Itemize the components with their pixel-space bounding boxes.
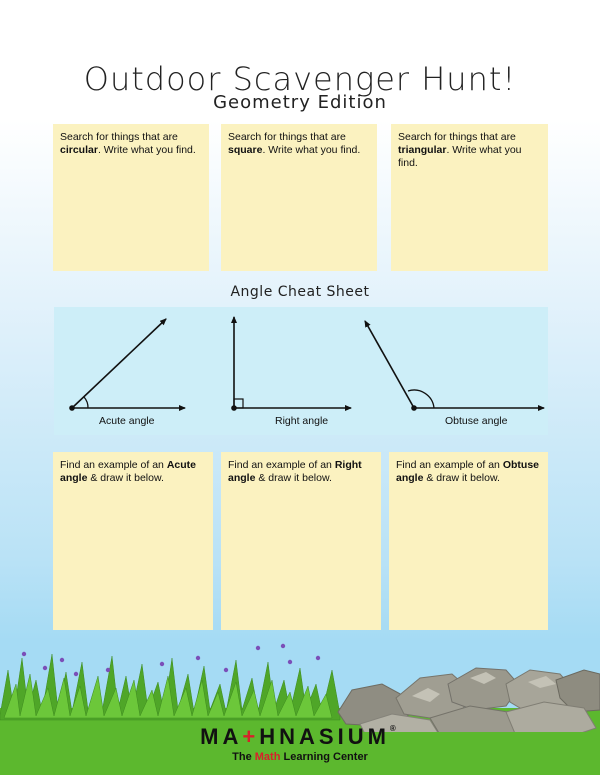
card-text-suffix: & draw it below. <box>87 472 164 484</box>
card-text-prefix: Search for things that are <box>398 131 516 143</box>
obtuse-angle-diagram <box>365 321 544 411</box>
cheat-sheet-panel <box>54 307 548 435</box>
logo-wordmark <box>0 724 600 750</box>
card-keyword: Obtuse angle <box>396 459 539 484</box>
mathnasium-logo <box>0 724 600 763</box>
logo-text-end: HNASIUM <box>259 724 390 749</box>
draw-card-acute <box>53 452 213 630</box>
card-text-suffix: & draw it below. <box>255 472 332 484</box>
search-card-circular <box>53 124 209 271</box>
card-keyword: circular <box>60 144 98 156</box>
search-card-square <box>221 124 377 271</box>
card-text-suffix: . Write what you find. <box>262 144 361 156</box>
card-text-prefix: Find an example of an <box>396 459 503 471</box>
right-angle-label: Right angle <box>275 415 329 427</box>
tagline-math: Math <box>254 751 281 763</box>
card-text-prefix: Find an example of an <box>228 459 335 471</box>
registered-mark-icon: ® <box>389 724 400 733</box>
card-keyword: square <box>228 144 263 156</box>
card-keyword: Right angle <box>228 459 362 484</box>
acute-angle-label: Acute angle <box>99 415 155 427</box>
card-text-suffix: . Write what you find. <box>97 144 196 156</box>
search-card-triangular <box>391 124 548 271</box>
card-text-suffix: . Write what you find. <box>398 144 522 169</box>
card-text-suffix: & draw it below. <box>423 472 500 484</box>
card-keyword: triangular <box>398 144 447 156</box>
card-text-prefix: Search for things that are <box>60 131 178 143</box>
card-text-prefix: Search for things that are <box>228 131 346 143</box>
acute-angle-diagram <box>69 319 185 411</box>
card-text-prefix: Find an example of an <box>60 459 167 471</box>
obtuse-angle-label: Obtuse angle <box>445 415 508 427</box>
tagline-pre: The <box>232 751 255 763</box>
logo-tagline <box>0 751 600 763</box>
logo-text-start: MA <box>200 724 243 749</box>
right-angle-diagram <box>231 317 351 411</box>
draw-card-obtuse <box>389 452 548 630</box>
page-title: Outdoor Scavenger Hunt! <box>83 60 517 98</box>
tagline-post: Learning Center <box>280 751 368 763</box>
draw-card-right <box>221 452 381 630</box>
page-subtitle: Geometry Edition <box>213 92 387 113</box>
card-keyword: Acute angle <box>60 459 197 484</box>
logo-plus-icon: + <box>242 724 260 749</box>
cheat-sheet-title: Angle Cheat Sheet <box>230 284 370 300</box>
